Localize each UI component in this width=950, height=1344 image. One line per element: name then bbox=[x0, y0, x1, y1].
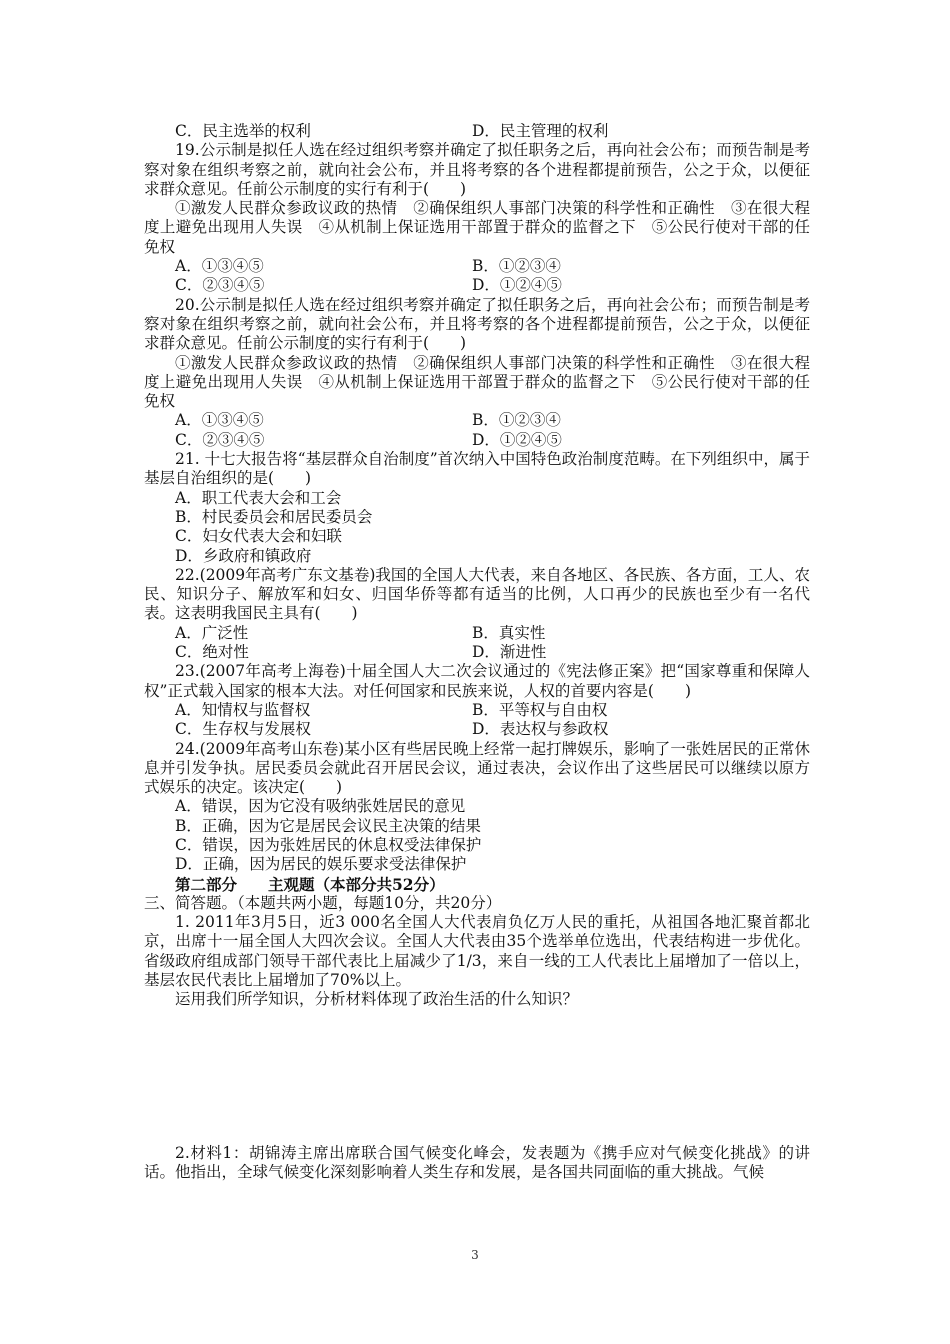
q22-options-ab bbox=[144, 624, 810, 643]
q23-options-ab bbox=[144, 701, 810, 720]
q18-option-c: C．民主选举的权利 bbox=[175, 122, 311, 140]
q19-option-d: D．①②④⑤ bbox=[472, 276, 562, 295]
q20-option-d: D．①②④⑤ bbox=[472, 430, 562, 449]
q22-options-cd bbox=[144, 643, 810, 662]
part2-title: 第二部分 主观题（本部分共52分） bbox=[175, 874, 445, 894]
q24-option-b: B．正确，因为它是居民会议民主决策的结果 bbox=[175, 816, 481, 835]
q20-options-ab bbox=[144, 411, 810, 430]
answer-space bbox=[144, 1010, 810, 1144]
q19-items: ①激发人民群众参政议政的热情 ②确保组织人事部门决策的科学性和正确性 ③在很大程度上避免出现用人失误 ④从机制上保证选用干部置于群众的监督之下 ⑤公民行使对干部的任免权 bbox=[144, 199, 810, 256]
q20-option-b: B．①②③④ bbox=[472, 411, 561, 430]
q22-stem: 22.(2009年高考广东文基卷)我国的全国人大代表，来自各地区、各民族、各方面，工人、农民、知识分子、解放军和妇女、归国华侨等都有适当的比例，人口再少的民族也至少有一名代表。这表明我国民主具有( ) bbox=[144, 565, 810, 623]
q24-stem: 24.(2009年高考山东卷)某小区有些居民晚上经常一起打牌娱乐，影响了一张姓居民的正常休息并引发争执。居民委员会就此召开居民会议，通过表决，会议作出了这些居民可以继续以原方式娱乐的决定。该决定( ) bbox=[144, 739, 810, 797]
q21-option-b: B．村民委员会和居民委员会 bbox=[175, 507, 373, 526]
s3-q1-material: 1. 2011年3月5日，近3 000名全国人大代表肩负亿万人民的重托，从祖国各地汇聚首都北京，出席十一届全国人大四次会议。全国人大代表由35个选举单位选出，代表结构进一步优化。省级政府组成部门领导干部代表比上届减少了1/3，来自一线的工人代表比上届增加了一倍以上，基层农民代表比上届增加了70%以上。 bbox=[144, 913, 810, 990]
q19-option-b: B．①②③④ bbox=[472, 257, 561, 276]
q22-option-b: B．真实性 bbox=[472, 623, 546, 642]
q19-options-ab bbox=[144, 257, 810, 276]
s3-q1-question: 运用我们所学知识，分析材料体现了政治生活的什么知识？ bbox=[175, 990, 579, 1009]
q23-stem: 23.(2007年高考上海卷)十届全国人大二次会议通过的《宪法修正案》把“国家尊重和保障人权”正式载入国家的根本大法。对任何国家和民族来说，人权的首要内容是( ) bbox=[144, 662, 810, 700]
q19-options-cd bbox=[144, 276, 810, 295]
q23-option-a: A．知情权与监督权 bbox=[175, 700, 311, 719]
q20-options-cd bbox=[144, 431, 810, 450]
section3-heading: 三、简答题。（本题共两小题，每题10分，共20分） bbox=[144, 893, 502, 912]
q21-stem: 21. 十七大报告将“基层群众自治制度”首次纳入中国特色政治制度范畴。在下列组织中，属于基层自治组织的是( ) bbox=[144, 450, 810, 488]
q22-option-a: A．广泛性 bbox=[175, 623, 249, 642]
q19-option-c: C．②③④⑤ bbox=[175, 276, 265, 295]
q20-items: ①激发人民群众参政议政的热情 ②确保组织人事部门决策的科学性和正确性 ③在很大程度上避免出现用人失误 ④从机制上保证选用干部置于群众的监督之下 ⑤公民行使对干部的任免权 bbox=[144, 353, 810, 411]
q20-option-c: C．②③④⑤ bbox=[175, 430, 265, 449]
q18-option-d: D．民主管理的权利 bbox=[472, 122, 609, 140]
document-body bbox=[144, 122, 810, 1182]
q19-option-a: A．①③④⑤ bbox=[175, 257, 264, 276]
q20-stem: 20.公示制是拟任人选在经过组织考察并确定了拟任职务之后，再向社会公布；而预告制是考察对象在组织考察之前，就向社会公布，并且将考察的各个进程都提前预告，公之于众，以便征求群众意见。任前公示制度的实行有利于( ) bbox=[144, 295, 810, 353]
q23-option-c: C．生存权与发展权 bbox=[175, 720, 311, 739]
q21-option-c: C．妇女代表大会和妇联 bbox=[175, 527, 342, 546]
q24-option-c: C．错误，因为张姓居民的休息权受法律保护 bbox=[175, 835, 482, 854]
q18-options-cd bbox=[144, 122, 810, 141]
q23-option-b: B．平等权与自由权 bbox=[472, 700, 608, 719]
page-number: 3 bbox=[471, 1248, 479, 1262]
s3-q2-material: 2.材料1：胡锦涛主席出席联合国气候变化峰会，发表题为《携手应对气候变化挑战》的讲话。他指出，全球气候变化深刻影响着人类生存和发展，是各国共同面临的重大挑战。气候 bbox=[144, 1143, 810, 1181]
q24-option-d: D．正确，因为居民的娱乐要求受法律保护 bbox=[175, 855, 467, 874]
q24-option-a: A．错误，因为它没有吸纳张姓居民的意见 bbox=[175, 797, 466, 816]
q21-option-d: D．乡政府和镇政府 bbox=[175, 546, 312, 565]
q21-option-a: A．职工代表大会和工会 bbox=[175, 488, 342, 507]
q23-option-d: D．表达权与参政权 bbox=[472, 720, 609, 739]
q23-options-cd bbox=[144, 720, 810, 739]
q19-stem: 19.公示制是拟任人选在经过组织考察并确定了拟任职务之后，再向社会公布；而预告制是考察对象在组织考察之前，就向社会公布，并且将考察的各个进程都提前预告，公之于众，以便征求群众意见。任前公示制度的实行有利于( ) bbox=[144, 141, 810, 198]
q22-option-c: C．绝对性 bbox=[175, 643, 249, 662]
q22-option-d: D．渐进性 bbox=[472, 643, 547, 662]
q20-option-a: A．①③④⑤ bbox=[175, 411, 264, 430]
